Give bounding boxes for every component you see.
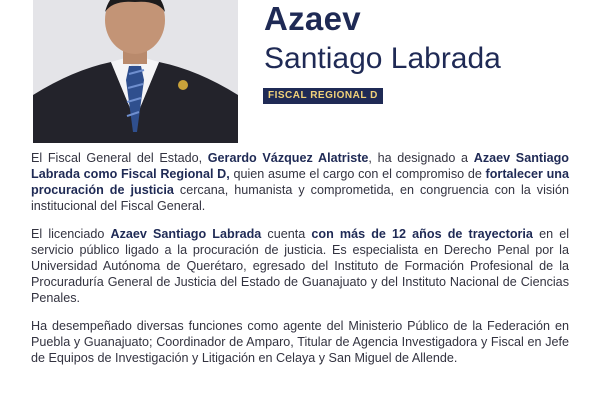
paragraph: [31, 226, 569, 306]
text-segment-bold: Azaev Santiago Labrada: [110, 227, 262, 241]
text-segment-bold: con más de 12 años de trayectoria: [311, 227, 533, 241]
portrait-illustration: [33, 0, 238, 143]
text-segment: El licenciado: [31, 227, 111, 241]
text-segment-bold: Azaev Santiago Labrada como Fiscal Regional D,: [31, 151, 569, 181]
text-segment-bold: Gerardo Vázquez Alatriste: [207, 151, 369, 165]
paragraph: [31, 318, 569, 366]
text-segment: cuenta: [261, 227, 312, 241]
article-body: [31, 150, 569, 378]
profile-photo: [33, 0, 238, 143]
text-segment: en el servicio público ligado a la procuración de justicia. Es especialista en Derecho Penal por la Universidad Autónoma de Querétaro, egresado del Instituto de Formación Profesional de la Procuraduría General de Justicia del Estado de Guanajuato y del Instituto Nacional de Ciencias Penales.: [31, 227, 569, 305]
paragraph: [31, 150, 569, 214]
person-first-name: Azaev: [264, 0, 361, 37]
text-segment: El Fiscal General del Estado,: [31, 151, 208, 165]
text-segment: , ha designado a: [368, 151, 474, 165]
text-segment: quien asume el cargo con el compromiso de: [229, 167, 486, 181]
text-segment: cercana, humanista y comprometida, en congruencia con la visión institucional del Fiscal General.: [31, 183, 569, 213]
position-badge: FISCAL REGIONAL D: [263, 88, 383, 104]
text-segment-bold: fortalecer una procuración de justicia: [31, 167, 569, 197]
text-segment: Ha desempeñado diversas funciones como agente del Ministerio Público de la Federación en Puebla y Guanajuato; Coordinador de Amparo, Titular de Agencia Investigadora y Fiscal en Jefe de Equipos de Investigación y Litigación en Celaya y San Miguel de Allende.: [31, 319, 569, 365]
person-last-names: Santiago Labrada: [264, 42, 501, 75]
